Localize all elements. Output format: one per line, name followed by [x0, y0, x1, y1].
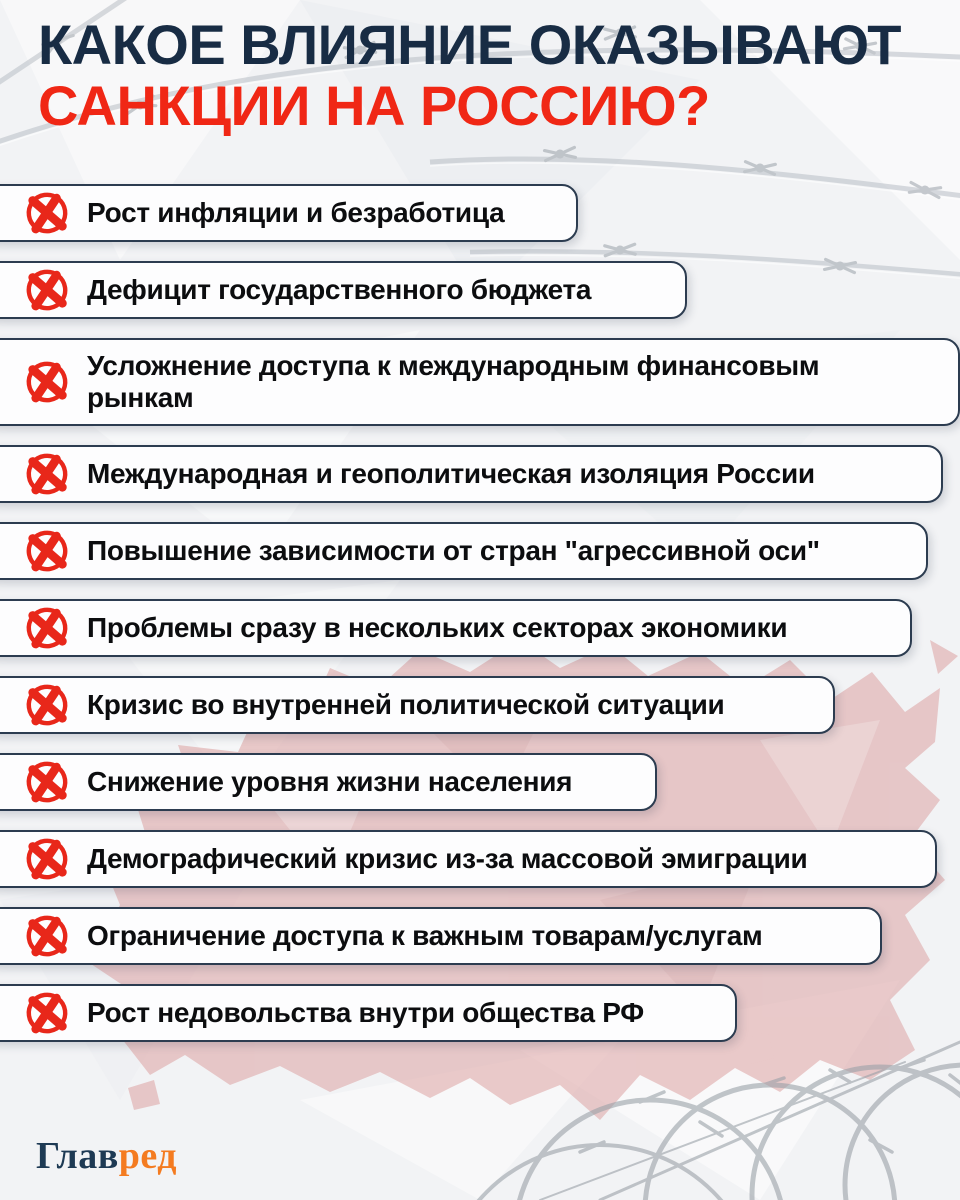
sanction-effect-label: Демографический кризис из-за массовой эмиграции	[87, 842, 808, 874]
sanction-effect-item	[0, 599, 912, 657]
effects-list	[0, 184, 960, 1042]
sanction-effect-item	[0, 830, 937, 888]
page-title-line2: САНКЦИИ НА РОССИЮ?	[38, 74, 710, 137]
sanction-effect-item	[0, 445, 943, 503]
sanction-effect-item	[0, 984, 737, 1042]
sanction-effect-item	[0, 907, 882, 965]
sanction-effect-label: Международная и геополитическая изоляция России	[87, 457, 815, 489]
glavred-logo	[36, 1134, 177, 1178]
sanction-effect-label: Проблемы сразу в нескольких секторах экономики	[87, 611, 788, 643]
crossed-circle-icon	[24, 836, 70, 882]
crossed-circle-icon	[24, 267, 70, 313]
page-title-line1: КАКОЕ ВЛИЯНИЕ ОКАЗЫВАЮТ	[38, 13, 901, 76]
sanction-effect-item	[0, 753, 657, 811]
sanction-effect-label: Рост инфляции и безработица	[87, 196, 505, 228]
sanction-effect-label: Рост недовольства внутри общества РФ	[87, 996, 644, 1028]
sanction-effect-label: Снижение уровня жизни населения	[87, 765, 573, 797]
sanction-effect-item	[0, 184, 578, 242]
crossed-circle-icon	[24, 190, 70, 236]
sanction-effect-item	[0, 676, 835, 734]
sanction-effect-label: Ограничение доступа к важным товарам/услугам	[87, 919, 763, 951]
crossed-circle-icon	[24, 451, 70, 497]
sanction-effect-label: Усложнение доступа к международным финансовым рынкам	[87, 349, 820, 413]
crossed-circle-icon	[24, 528, 70, 574]
sanction-effect-item	[0, 338, 960, 426]
sanction-effect-item	[0, 261, 687, 319]
crossed-circle-icon	[24, 605, 70, 651]
sanction-effect-label: Повышение зависимости от стран "агрессивной оси"	[87, 534, 820, 566]
crossed-circle-icon	[24, 913, 70, 959]
page-title	[38, 14, 901, 136]
glavred-logo-part1: Глав	[36, 1135, 119, 1177]
sanction-effect-label: Дефицит государственного бюджета	[87, 273, 592, 305]
sanction-effect-label: Кризис во внутренней политической ситуации	[87, 688, 725, 720]
sanction-effect-item	[0, 522, 928, 580]
crossed-circle-icon	[24, 359, 70, 405]
crossed-circle-icon	[24, 990, 70, 1036]
glavred-logo-part2: ред	[118, 1135, 177, 1177]
crossed-circle-icon	[24, 682, 70, 728]
crossed-circle-icon	[24, 759, 70, 805]
